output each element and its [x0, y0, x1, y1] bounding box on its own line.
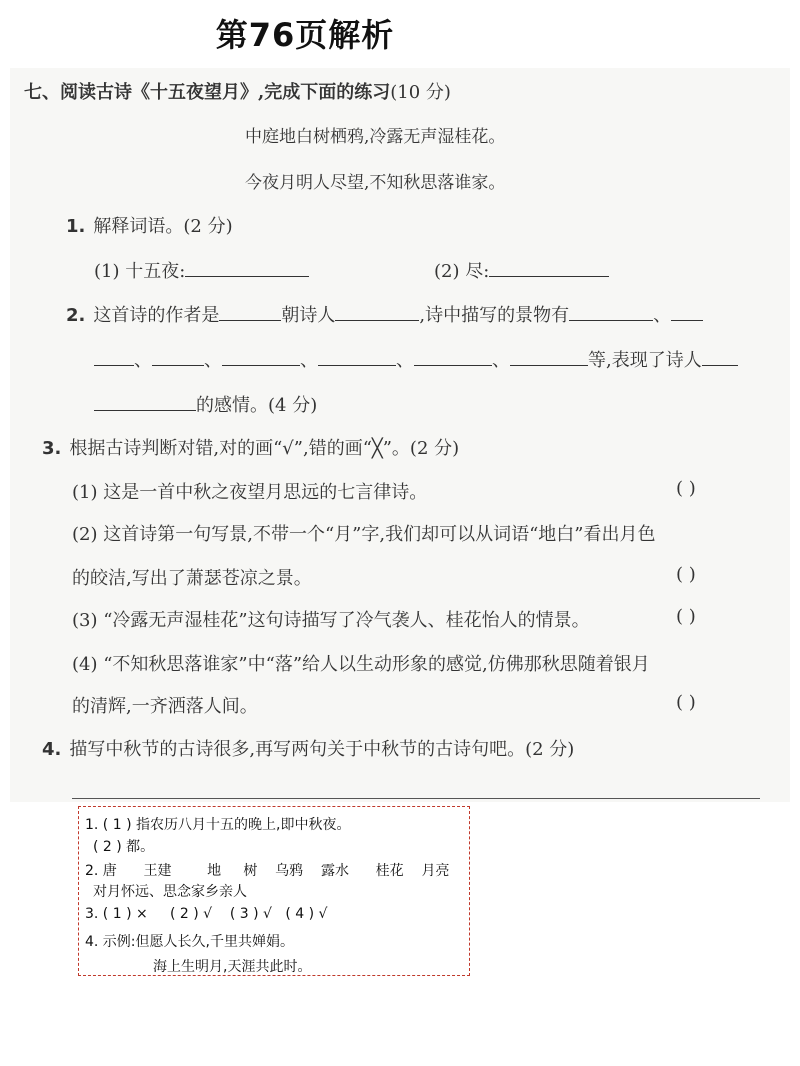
answer-4-line-1: 4. 示例:但愿人长久,千里共婵娟。 — [85, 934, 294, 950]
separator: 、 — [396, 350, 414, 371]
separator: 、 — [653, 305, 672, 326]
judgement-parentheses-4[interactable]: ( ) — [676, 692, 696, 713]
separator: 、 — [300, 350, 318, 371]
question-2-text-3: ,诗中描写的景物有 — [419, 305, 570, 326]
answer-2-line-2: 对月怀远、思念家乡亲人 — [93, 884, 247, 900]
section-heading-text: 七、阅读古诗《十五夜望月》,完成下面的练习 — [24, 82, 391, 103]
statement-4-line-2: 的清辉,一齐洒落人间。 — [72, 696, 258, 717]
poem-line-1: 中庭地白树栖鸦,冷露无声湿桂花。 — [245, 127, 506, 147]
answer-3: 3. ( 1 ) × ( 2 ) √ ( 3 ) √ ( 4 ) √ — [85, 906, 328, 922]
question-3 — [42, 434, 459, 460]
answer-4-line-2: 海上生明月,天涯共此时。 — [153, 959, 312, 975]
question-1 — [66, 212, 233, 238]
question-4 — [42, 735, 574, 761]
question-2-line-1 — [66, 301, 703, 327]
answer-blank[interactable] — [222, 349, 300, 366]
question-1-number: 1. — [66, 216, 86, 237]
question-2-text-2: 朝诗人 — [281, 305, 336, 326]
answer-blank[interactable] — [185, 260, 309, 277]
question-2-number: 2. — [66, 305, 86, 326]
question-1-item-2-label: (2) 尽: — [434, 261, 490, 282]
question-4-text: 描写中秋节的古诗很多,再写两句关于中秋节的古诗句吧。(2 分) — [69, 739, 575, 760]
question-2-line-2 — [94, 346, 738, 372]
answer-blank[interactable] — [219, 304, 281, 321]
answer-blank[interactable] — [671, 304, 703, 321]
answer-blank[interactable] — [94, 349, 134, 366]
answer-blank[interactable] — [335, 304, 419, 321]
question-2-text-5: 的感情。(4 分) — [196, 395, 318, 416]
section-score: (10 分) — [390, 82, 451, 103]
statement-2-line-1: (2) 这首诗第一句写景,不带一个“月”字,我们却可以从词语“地白”看出月色 — [72, 524, 656, 545]
statement-1: (1) 这是一首中秋之夜望月思远的七言律诗。 — [72, 482, 428, 503]
answer-blank[interactable] — [318, 349, 396, 366]
answer-blank[interactable] — [414, 349, 492, 366]
answer-blank[interactable] — [489, 260, 609, 277]
section-heading — [24, 78, 451, 104]
question-3-text: 根据古诗判断对错,对的画“√”,错的画“╳”。(2 分) — [69, 438, 460, 459]
statement-3: (3) “冷露无声湿桂花”这句诗描写了冷气袭人、桂花怡人的情景。 — [72, 610, 590, 631]
answer-1-line-2: ( 2 ) 都。 — [93, 839, 155, 855]
separator: 、 — [204, 350, 222, 371]
separator: 、 — [134, 350, 152, 371]
answer-blank[interactable] — [569, 304, 653, 321]
answer-2-line-1: 2. 唐 王建 地 树 乌鸦 露水 桂花 月亮 — [85, 863, 450, 879]
answer-blank[interactable] — [94, 394, 196, 411]
page-title: 第76页解析 — [215, 16, 395, 54]
answer-blank[interactable] — [510, 349, 588, 366]
judgement-parentheses-3[interactable]: ( ) — [676, 606, 696, 627]
question-3-number: 3. — [42, 438, 62, 459]
question-2-text-4: 等,表现了诗人 — [588, 350, 702, 371]
answer-blank[interactable] — [702, 349, 738, 366]
question-2-text-1: 这首诗的作者是 — [93, 305, 220, 326]
poem-line-2: 今夜月明人尽望,不知秋思落谁家。 — [245, 173, 506, 193]
question-1-item-2 — [434, 257, 609, 283]
question-4-number: 4. — [42, 739, 62, 760]
statement-2-line-2: 的皎洁,写出了萧瑟苍凉之景。 — [72, 568, 312, 589]
statement-4-line-1: (4) “不知秋思落谁家”中“落”给人以生动形象的感觉,仿佛那秋思随着银月 — [72, 654, 650, 675]
question-2-line-3 — [94, 391, 317, 417]
separator: 、 — [492, 350, 510, 371]
answer-1-line-1: 1. ( 1 ) 指农历八月十五的晚上,即中秋夜。 — [85, 817, 351, 833]
question-4-answer-line[interactable] — [72, 798, 760, 799]
question-1-item-1-label: (1) 十五夜: — [94, 261, 186, 282]
judgement-parentheses-1[interactable]: ( ) — [676, 478, 696, 499]
question-1-text: 解释词语。(2 分) — [93, 216, 233, 237]
answer-key-box — [78, 806, 470, 976]
answer-blank[interactable] — [152, 349, 204, 366]
judgement-parentheses-2[interactable]: ( ) — [676, 564, 696, 585]
question-1-item-1 — [94, 257, 309, 283]
